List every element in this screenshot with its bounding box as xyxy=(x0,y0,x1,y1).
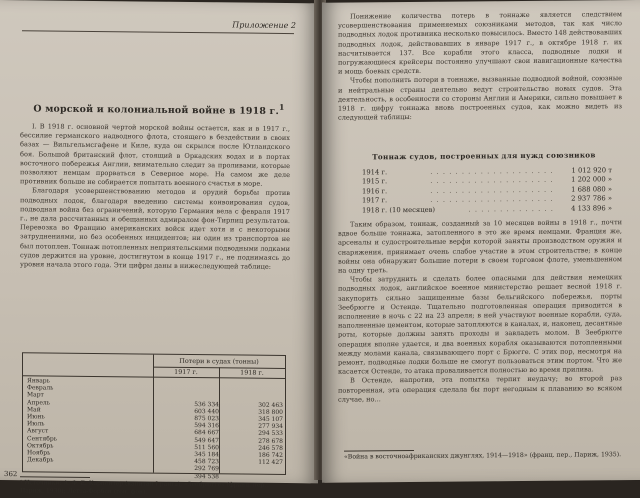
cell: 186 742 xyxy=(258,451,283,459)
cell: 536 334 xyxy=(194,400,219,408)
month-column xyxy=(27,377,151,465)
section-title-text: О морской и колониальной войне в 1918 г. xyxy=(33,103,279,118)
footnote-text: ¹ Источники: А. Ф. Е. Карпентер (капитан I ранга), «Зеебрюгге» (франц. пер., Париж, 1930); Летта-Форбен (ген. фон). xyxy=(20,479,269,496)
cell: 318 800 xyxy=(258,408,283,416)
cell: 511 560 xyxy=(194,443,219,452)
cell: 112 427 xyxy=(258,458,283,467)
tonnage-value: 4 133 896 » xyxy=(571,203,612,213)
right-body-text-top xyxy=(338,10,622,123)
month-label: Июль xyxy=(27,420,45,428)
cell: 277 934 xyxy=(258,422,283,431)
month-label: Февраль xyxy=(27,384,54,392)
running-head: Приложение 2 xyxy=(232,20,296,31)
cell: 394 538 xyxy=(194,472,219,480)
table-row xyxy=(362,204,612,216)
tonnage-value: 1 202 000 » xyxy=(571,175,612,185)
cell: 684 667 xyxy=(194,429,219,437)
month-label: Январь xyxy=(27,377,50,385)
left-footnote xyxy=(20,476,290,498)
cell: 549 647 xyxy=(194,436,219,444)
cell: 875 023 xyxy=(194,415,219,423)
year-label: 1914 г. xyxy=(362,168,388,177)
cell: 278 678 xyxy=(258,437,283,445)
leader-dots: . . . . . . . . . . . . . . xyxy=(468,204,554,214)
column-header-1918: 1918 г. xyxy=(240,368,264,377)
tonnage-value: 1 688 080 » xyxy=(571,185,612,194)
paragraph: Чтобы затруднить и сделать более опасными для действия немецких подводных лодок, английское военное министерство решает весной 1918 г. закупорить сильно защищенные базы бельгийского побережья, порты Зеебрюгге и Остенде. Тщательно подготовленная операция приводится в исполнение в ночь с 22 на 23 апреля; в ней участвуют военные корабли, суда, наполненные цементом, которые затопляются в каналах, и, наконец, десантные роты, которые должны занять проходы и завладеть молом. В Зеебрюгге операция вполне удается, и два военных корабля оказываются потопленными между молами канала, связывающего порт с Брюгге. С этих пор, несмотря на ремонт, подводные лодки больше не смогут пользоваться этим портом. Что же касается Остенде, то атака проваливается полностью во время прилива. xyxy=(338,273,622,376)
leader-dots: . . . . . . . . . . . . . . . . . . . . xyxy=(430,166,554,176)
cell: 345 184 xyxy=(194,451,219,459)
cell: 246 578 xyxy=(258,444,283,452)
right-footnote xyxy=(344,448,624,461)
year-label: 1917 г. xyxy=(362,196,388,205)
month-label: Август xyxy=(27,427,49,435)
cell: 302 463 xyxy=(258,401,283,409)
paragraph: I. В 1918 г. основной чертой морской войны остается, как и в 1917 г., бессилие германского надводного флота, стоящего в бездействии в своих базах — Вильгельмсгафене и Киле, куда он скрылся после Ютландского боя. Большой британский флот, стоящий в Оркадских водах и в портах восточного побережья Англии, внимательно следит за проливами, которые позволяют немцам прорваться в Северное море. На самом же деле противник больше не собирается попытать военного счастья в море. xyxy=(20,122,290,188)
month-label: Июнь xyxy=(27,413,45,421)
year-label: 1915 г. xyxy=(362,177,388,186)
table-header: Потери в судах (тонны) xyxy=(179,356,259,366)
cell: 458 723 xyxy=(194,458,219,466)
left-page xyxy=(0,0,318,496)
footnote-text: «Война в восточноафриканских джунглях, 1914—1918» (франц. пер., Париж, 1935). xyxy=(344,451,622,461)
month-label: Октябрь xyxy=(27,442,54,450)
losses-table xyxy=(22,352,286,480)
column-header-1917: 1917 г. xyxy=(174,367,198,377)
month-label: Сентябрь xyxy=(27,434,57,443)
paragraph: Благодаря усовершенствованию методов и орудий борьбы против подводных лодок, благодаря введению системы конвоирования судов, подводная война без ограничений, которую Германия вела с февраля 1917 г., не дала рассчитанных и обещанных адмиралом фон-Тирпиц результатов. Перевозка во Францию американских войск идет хотя и с некоторыми затруднениями, но без особенных инцидентов; ни один из транспортов не был потоплен. Тоннаж потопленных неприятельскими подводными лодками судов держится на уровне, достигнутом в конце 1917 г., не поднимаясь до уровня начала этого года. Эти цифры даны в нижеследующей таблице: xyxy=(20,186,290,271)
leader-dots: . . . . . . . . . . . . . . . . . . . . xyxy=(430,185,554,195)
leader-dots: . . . . . . . . . . . . . . . . . . . . xyxy=(430,194,554,205)
cell: 594 316 xyxy=(194,422,219,430)
cell: 292 769 xyxy=(194,465,219,473)
cell: 603 440 xyxy=(194,407,219,416)
paragraph: Чтобы пополнить потери в тоннаже, вызванные подводной войной, союзные и нейтральные страны деятельно ведут строительство новых судов. Эта деятельность, в особенности со стороны Англии и Америки, сильно повышает в 1918 г. цифру тоннажа вновь построенных судов, как можно видеть из следующей таблицы: xyxy=(338,74,622,122)
month-label: Апрель xyxy=(27,398,51,407)
right-page xyxy=(322,0,640,483)
header-rule xyxy=(22,30,294,34)
cell: 345 107 xyxy=(258,415,283,423)
month-label: Май xyxy=(27,406,41,414)
section-title xyxy=(14,100,304,117)
tonnage-table xyxy=(362,166,612,215)
paragraph: Понижение количества потерь в тоннаже является следствием усовершенствования применяемых союзниками методов, так как число подводных лодок противника несколько повысилось. Вместо 148 действовавших подводных лодок, действовавших в январе 1917 г., в октябре 1918 г. их насчитывается 137. Все корабли этого класса, подводные лодки и погружающиеся крейсеры постоянно улучшают свои навигационные качества и мощь боевых средств. xyxy=(338,10,622,76)
values-1917-column xyxy=(155,379,219,481)
cell: 294 533 xyxy=(258,430,283,438)
page-number: 362 xyxy=(4,470,18,479)
right-body-text-bottom xyxy=(338,218,622,405)
month-label: Ноябрь xyxy=(27,449,51,457)
month-label: Март xyxy=(27,391,44,399)
title-footnote-mark: 1 xyxy=(278,102,285,112)
year-label: 1918 г. (10 месяцев) xyxy=(362,205,436,215)
left-body-text xyxy=(20,122,290,272)
tonnage-value: 1 012 920 т xyxy=(571,166,612,175)
tonnage-table-title: Тоннаж судов, построенных для нужд союзников xyxy=(372,150,596,162)
paragraph: Таким образом, тоннаж, созданный за 10 месяцев войны в 1918 г., почти вдвое больше тоннажа, затопленного в это же время немцами. Франция же, арсеналы и судостроительные верфи которой заняты производством оружия и снаряжения, принимает очень слабое участие в этом строительстве; в конце войны она обнаружит большие потери в своем торговом флоте, уменьшенном на одну треть. xyxy=(338,218,622,275)
leader-dots: . . . . . . . . . . . . . . . . . . . . xyxy=(430,176,554,186)
month-label: Декабрь xyxy=(27,456,54,464)
values-1918-column xyxy=(219,379,283,466)
year-label: 1916 г. xyxy=(362,187,388,196)
tonnage-value: 2 937 786 » xyxy=(571,194,612,203)
paragraph: В Остенде, напротив, эта попытка терпит неудачу; во второй раз повторенная, эта операция сделала бы порт негодным к плаванию во всяком случае, но... xyxy=(338,374,622,404)
